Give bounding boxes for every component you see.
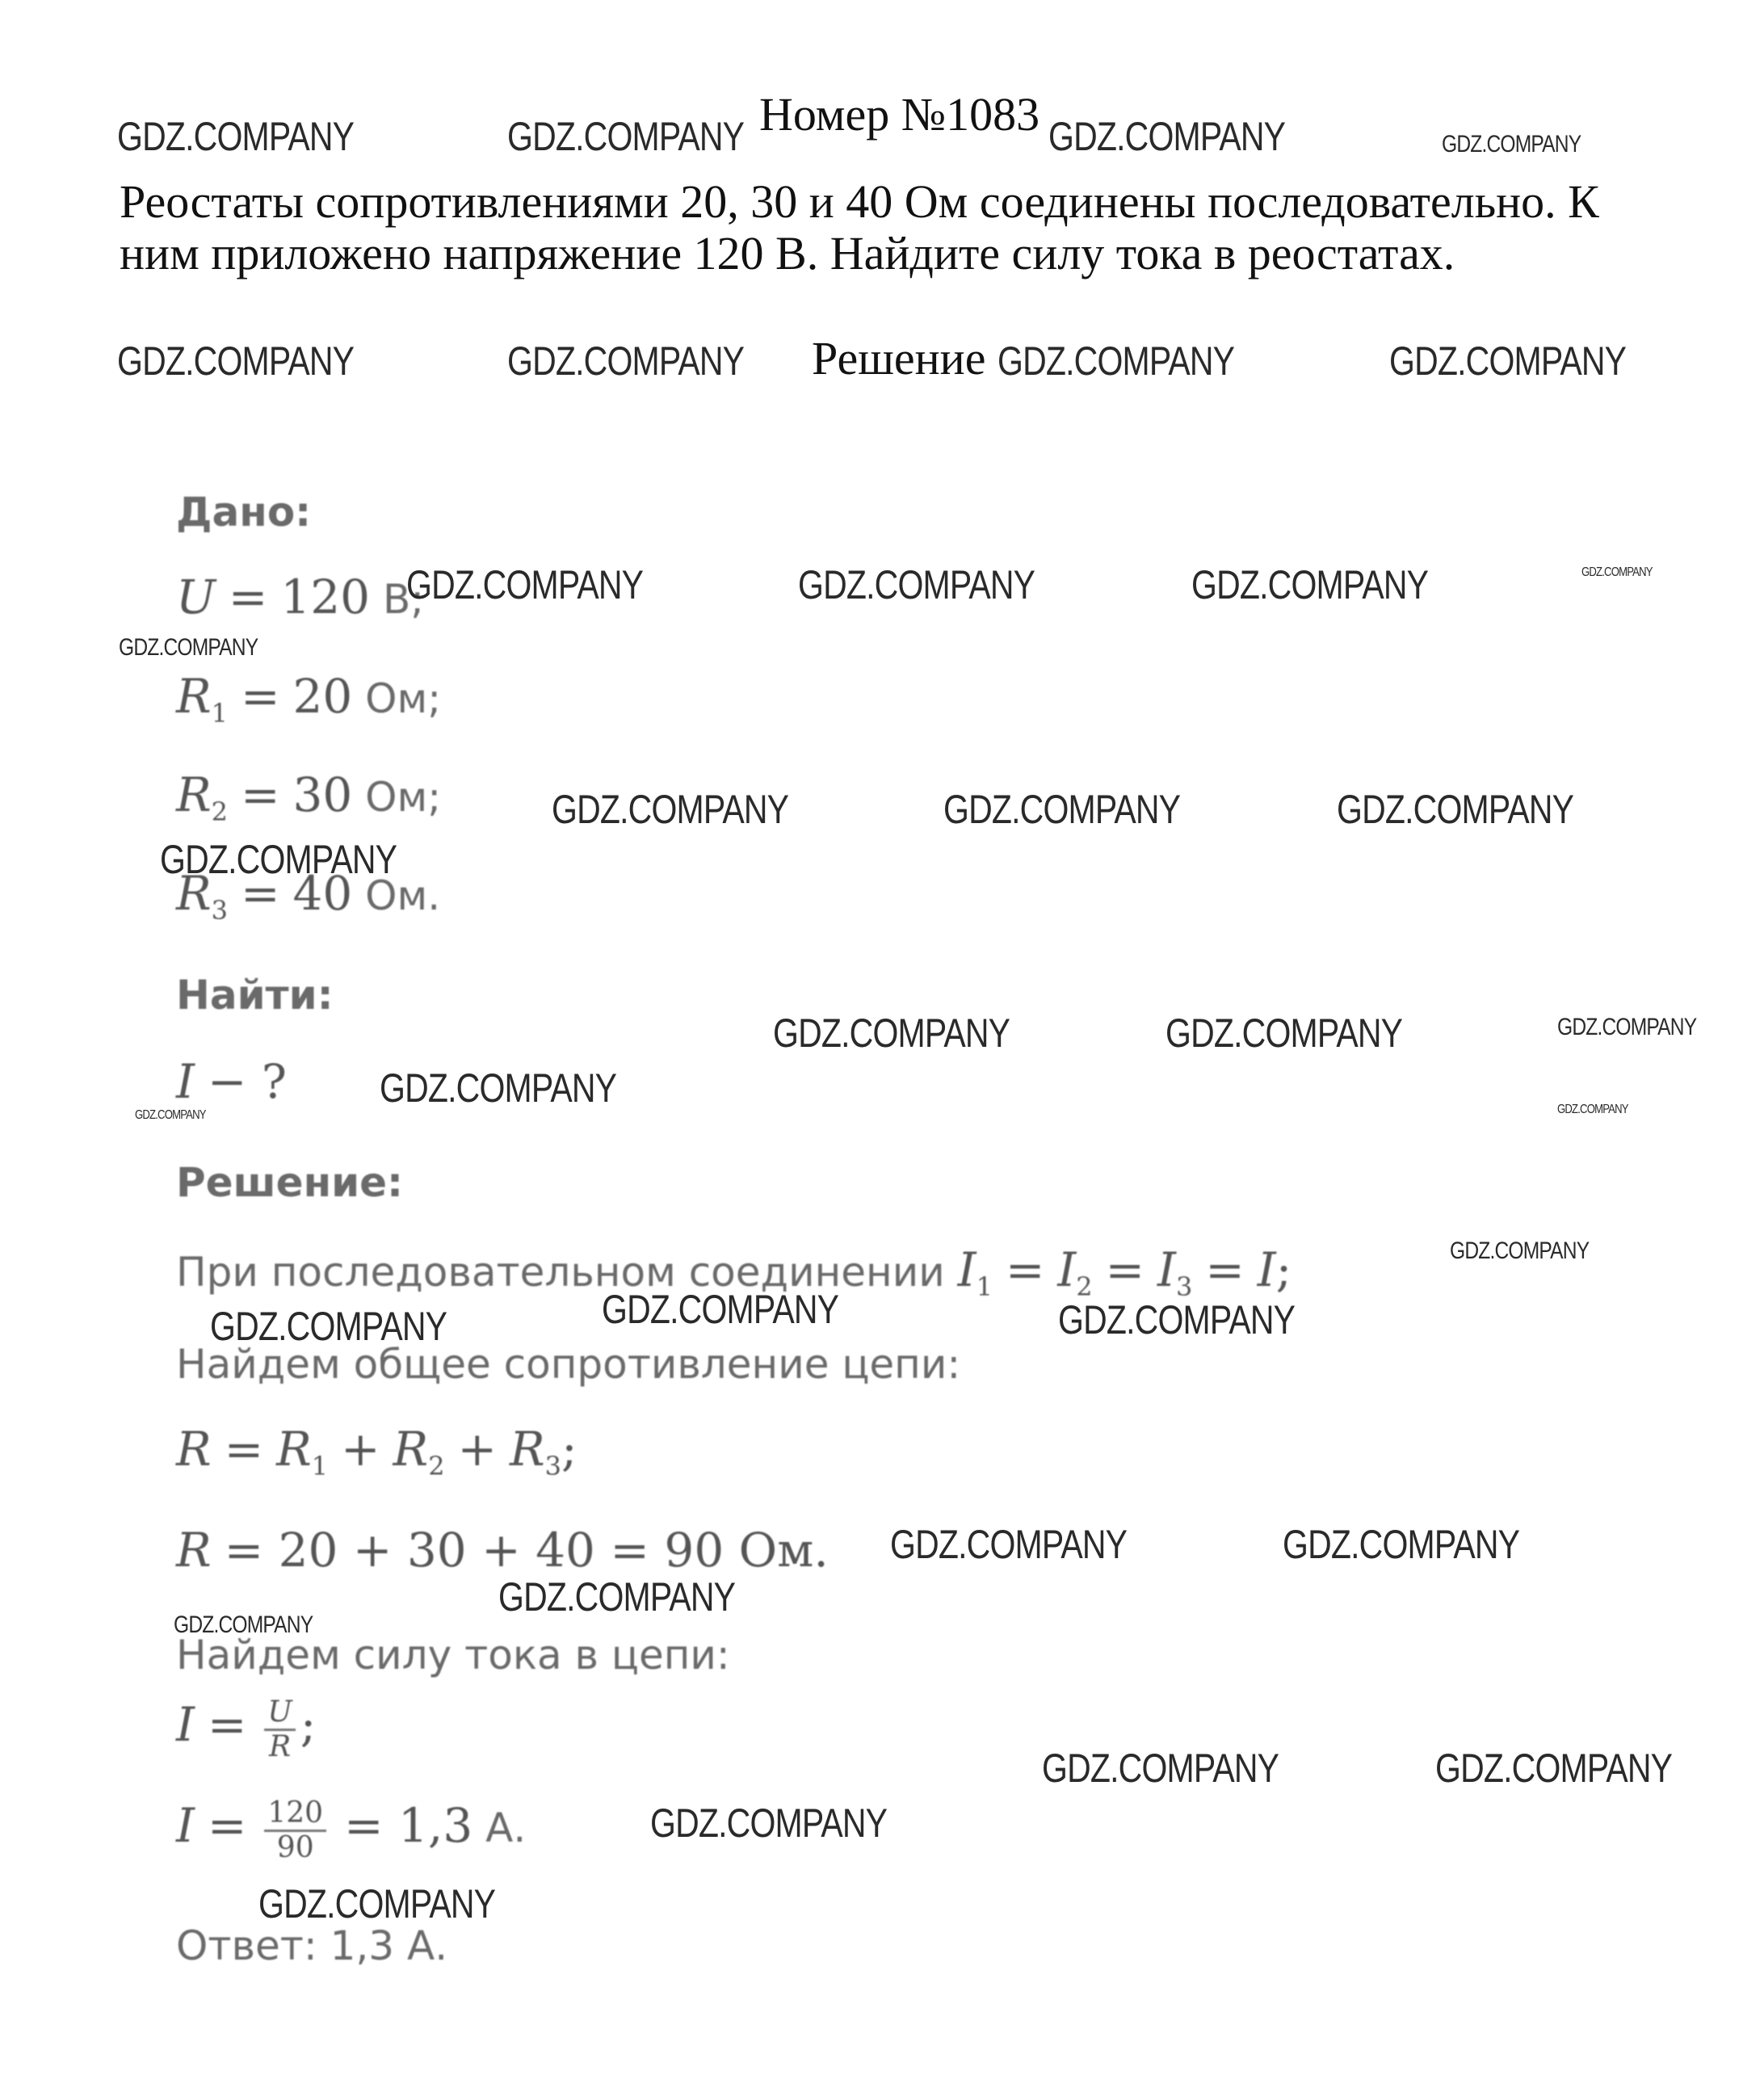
watermark: GDZ.COMPANY [1581, 565, 1653, 579]
total-resistance-calc: R = 20 + 30 + 40 = 90 Ом. [176, 1523, 829, 1578]
watermark: GDZ.COMPANY [552, 787, 789, 832]
watermark: GDZ.COMPANY [117, 114, 355, 159]
watermark: GDZ.COMPANY [650, 1800, 888, 1846]
watermark: GDZ.COMPANY [1283, 1522, 1520, 1567]
watermark: GDZ.COMPANY [1435, 1746, 1673, 1791]
watermark: GDZ.COMPANY [119, 634, 258, 661]
watermark: GDZ.COMPANY [174, 1611, 313, 1638]
solution-label: Решение: [176, 1159, 404, 1206]
watermark: GDZ.COMPANY [1058, 1297, 1296, 1342]
watermark: GDZ.COMPANY [1337, 787, 1574, 832]
watermark: GDZ.COMPANY [507, 338, 745, 384]
ohm-law-formula: I = $\frac{U}{R}$ ; [176, 1695, 317, 1763]
current-text: Найдем силу тока в цепи: [176, 1632, 730, 1679]
watermark: GDZ.COMPANY [1442, 131, 1581, 158]
watermark: GDZ.COMPANY [380, 1065, 617, 1111]
ohm-fraction: $\frac{U}{R}$ [264, 1696, 295, 1763]
problem-number-title: Номер №1083 [759, 88, 1040, 141]
watermark: GDZ.COMPANY [1166, 1010, 1403, 1056]
watermark: GDZ.COMPANY [160, 837, 397, 882]
watermark: GDZ.COMPANY [773, 1010, 1010, 1056]
watermark: GDZ.COMPANY [602, 1287, 839, 1332]
watermark: GDZ.COMPANY [1389, 338, 1627, 384]
watermark: GDZ.COMPANY [1450, 1237, 1590, 1264]
find-current: I − ? [176, 1054, 287, 1109]
watermark: GDZ.COMPANY [507, 114, 745, 159]
watermark: GDZ.COMPANY [1048, 114, 1286, 159]
total-resistance-formula: $R = R_1 + R_2 + R_3$; [176, 1422, 578, 1481]
watermark: GDZ.COMPANY [498, 1574, 736, 1620]
given-voltage: U = 120 В; [176, 569, 425, 624]
watermark: GDZ.COMPANY [998, 338, 1235, 384]
series-connection-line: При последовательном соединении $I_1 = I_2 = I_3 = I$; [176, 1242, 1292, 1302]
watermark: GDZ.COMPANY [1042, 1746, 1279, 1791]
watermark: GDZ.COMPANY [1191, 562, 1429, 607]
watermark: GDZ.COMPANY [406, 562, 644, 607]
watermark: GDZ.COMPANY [1557, 1014, 1697, 1040]
watermark: GDZ.COMPANY [943, 787, 1181, 832]
watermark: GDZ.COMPANY [135, 1108, 206, 1122]
given-r2: $R_2 = 30$ Ом; [176, 767, 442, 827]
watermark: GDZ.COMPANY [1557, 1103, 1628, 1116]
problem-line-1: Реостаты сопротивлениями 20, 30 и 40 Ом соединены последовательно. К [120, 175, 1599, 228]
current-fraction: $\frac{120}{90}$ [264, 1797, 326, 1864]
given-r1: $R_1 = 20$ Ом; [176, 669, 442, 729]
watermark: GDZ.COMPANY [890, 1522, 1128, 1567]
find-label: Найти: [176, 972, 334, 1019]
total-resistance-text: Найдем общее сопротивление цепи: [176, 1341, 961, 1388]
answer: Ответ: 1,3 А. [176, 1922, 448, 1969]
given-label: Дано: [176, 489, 312, 536]
watermark: GDZ.COMPANY [117, 338, 355, 384]
solution-heading: Решение [812, 332, 986, 384]
watermark: GDZ.COMPANY [258, 1881, 496, 1926]
problem-line-2: ним приложено напряжение 120 В. Найдите силу тока в реостатах. [120, 227, 1455, 279]
watermark: GDZ.COMPANY [798, 562, 1035, 607]
given-r3: $R_3 = 40$ Ом. [176, 866, 441, 926]
watermark: GDZ.COMPANY [210, 1304, 447, 1349]
problem-statement [120, 176, 1703, 279]
current-calc: I = $\frac{120}{90}$ = 1,3 А. [176, 1796, 527, 1864]
